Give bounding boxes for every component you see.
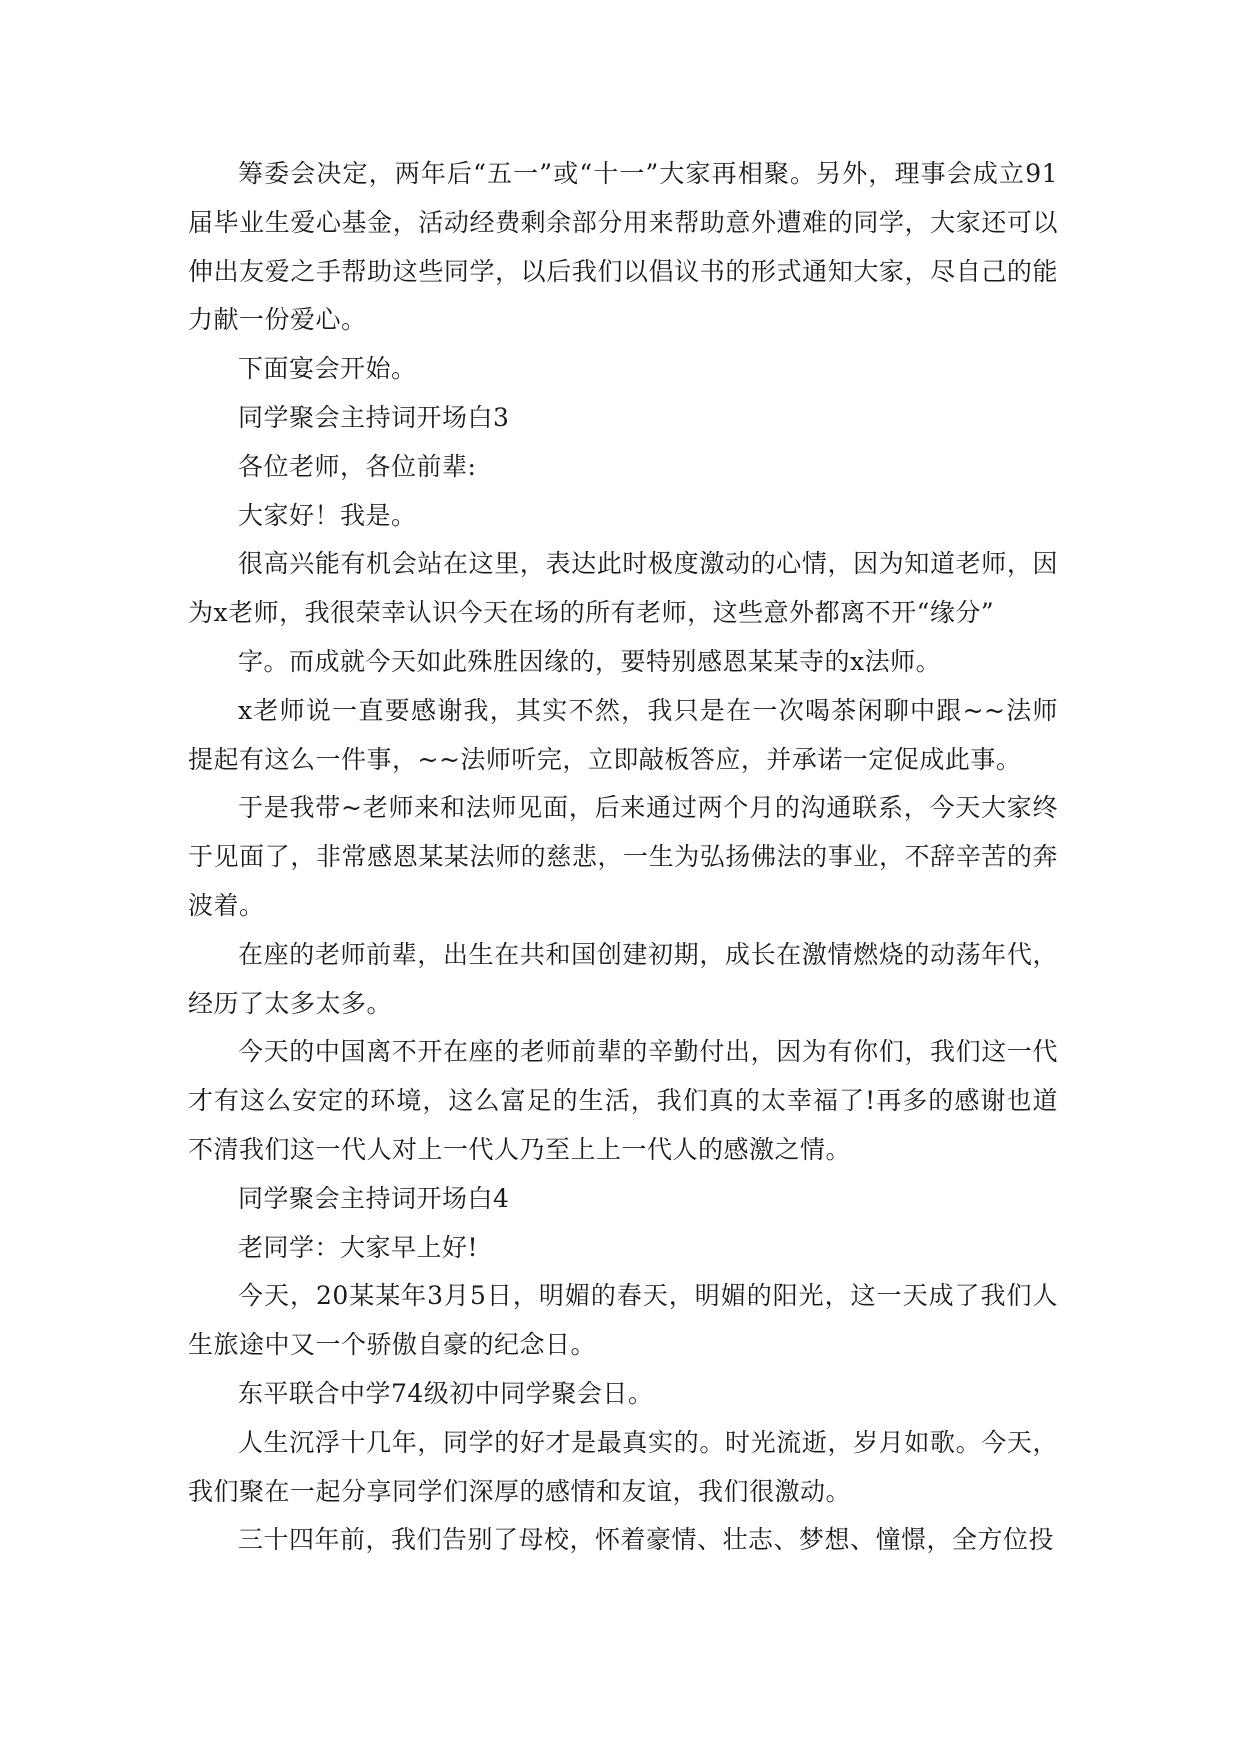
paragraph: 在座的老师前辈，出生在共和国创建初期，成长在激情燃烧的动荡年代，经历了太多太多。 bbox=[188, 939, 1058, 1018]
paragraph: 各位老师，各位前辈: bbox=[238, 451, 477, 481]
paragraph: 今天，20某某年3月5日，明媚的春天，明媚的阳光，这一天成了我们人生旅途中又一个骄傲自豪的纪念日。 bbox=[188, 1281, 1058, 1360]
paragraph: 很高兴能有机会站在这里，表达此时极度激动的心情，因为知道老师，因为x老师，我很荣幸认识今天在场的所有老师，这些意外都离不开“缘分” bbox=[188, 549, 1058, 628]
paragraph: 大家好！我是。 bbox=[238, 500, 417, 530]
paragraph: 于是我带~老师来和法师见面，后来通过两个月的沟通联系，今天大家终于见面了，非常感恩某某法师的慈悲，一生为弘扬佛法的事业，不辞辛苦的奔波着。 bbox=[188, 793, 1058, 920]
paragraph: 老同学：大家早上好! bbox=[238, 1232, 479, 1262]
paragraph: 今天的中国离不开在座的老师前辈的辛勤付出，因为有你们，我们这一代才有这么安定的环境，这么富足的生活，我们真的太幸福了!再多的感谢也道不清我们这一代人对上一代人乃至上上一代人的感激之情。 bbox=[188, 1037, 1058, 1164]
paragraph: 筹委会决定，两年后“五一”或“十一”大家再相聚。另外，理事会成立91届毕业生爱心基金，活动经费剩余部分用来帮助意外遭难的同学，大家还可以伸出友爱之手帮助这些同学，以后我们以倡议书的形式通知大家，尽自己的能力献一份爱心。 bbox=[188, 159, 1058, 335]
document-body bbox=[188, 150, 1058, 1565]
section-heading: 同学聚会主持词开场白3 bbox=[238, 402, 510, 432]
paragraph: 人生沉浮十几年，同学的好才是最真实的。时光流逝，岁月如歌。今天，我们聚在一起分享同学们深厚的感情和友谊，我们很激动。 bbox=[188, 1427, 1058, 1506]
paragraph: 三十四年前，我们告别了母校，怀着豪情、壮志、梦想、憧憬，全方位投 bbox=[238, 1525, 1055, 1555]
paragraph: 下面宴会开始。 bbox=[238, 354, 417, 384]
paragraph: 字。而成就今天如此殊胜因缘的，要特别感恩某某寺的x法师。 bbox=[238, 646, 942, 676]
section-heading: 同学聚会主持词开场白4 bbox=[238, 1183, 510, 1213]
paragraph: x老师说一直要感谢我，其实不然，我只是在一次喝茶闲聊中跟~~法师提起有这么一件事，~~法师听完，立即敲板答应，并承诺一定促成此事。 bbox=[188, 695, 1058, 774]
paragraph: 东平联合中学74级初中同学聚会日。 bbox=[238, 1378, 654, 1408]
